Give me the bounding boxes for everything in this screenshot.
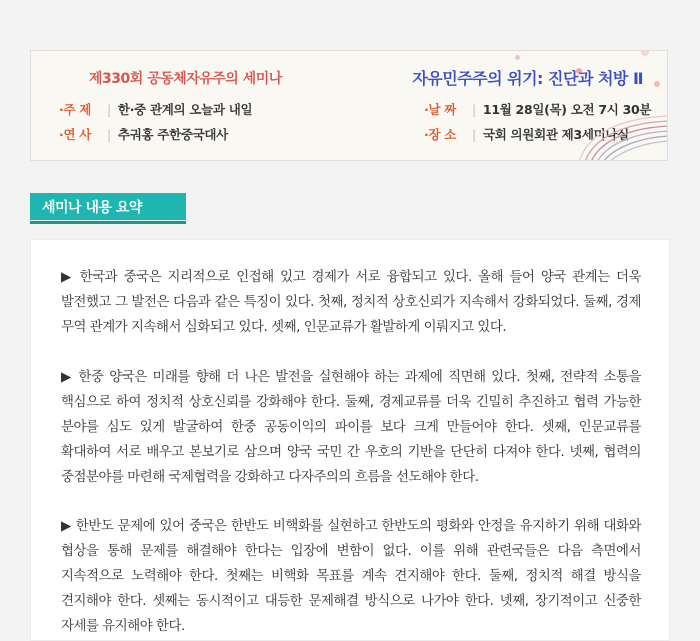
summary-paragraph-1: ▶ 한국과 중국은 지리적으로 인접해 있고 경제가 서로 융합되고 있다. 올해 들어 양국 관계는 더욱 발전했고 그 발전은 다음과 같은 특징이 있다. 첫째, 정치적 상호신뢰가 지속해서 강화되었다. 둘째, 경제 무역 관계가 지속해서 심화되고 있다. 셋째, 인문교류가 활발하게 이뤄지고 있다.: [61, 270, 641, 335]
subject-label: ·주 제: [59, 102, 92, 117]
decorative-dot: [515, 55, 520, 60]
decorative-dot: [654, 81, 660, 87]
seminar-info-box: [30, 50, 668, 161]
date-value: 11월 28일(목) 오전 7시 30분: [482, 102, 652, 117]
speaker-row: [59, 125, 228, 143]
date-label: ·날 짜: [424, 102, 457, 117]
summary-section-tab: 세미나 내용 요약: [30, 193, 186, 220]
subject-row: [59, 100, 252, 118]
summary-paragraph-2: ▶ 한중 양국은 미래를 향해 더 나은 발전을 실현해야 하는 과제에 직면해 있다. 첫째, 전략적 소통을 핵심으로 하여 정치적 상호신뢰를 강화해야 한다. 둘째, 경제교류를 더욱 긴밀히 추진하고 협력 가능한 분야를 심도 있게 발굴하여 한중 공동이익의 파이를 보다 크게 만들어야 한다. 셋째, 인문교류를 확대하여 서로 배우고 본보기로 삼으며 양국 국민 간 우호의 기반을 단단히 다져야 한다. 넷째, 협력의 중점분야를 마련해 국제협력을 강화하고 다자주의의 흐름을 선도해야 한다.: [61, 370, 641, 485]
separator: |: [472, 127, 476, 142]
seminar-main-title: 자유민주주의 위기: 진단과 처방 Ⅱ: [412, 69, 643, 88]
speaker-label: ·연 사: [59, 127, 92, 142]
separator: |: [107, 102, 111, 117]
summary-paragraph-3: ▶ 한반도 문제에 있어 중국은 한반도 비핵화를 실현하고 한반도의 평화와 안정을 유지하기 위해 대화와 협상을 통해 문제를 해결해야 한다는 입장에 변함이 없다. 이를 위해 관련국들은 다음 측면에서 지속적으로 노력해야 한다. 첫째는 비핵화 목표를 계속 견지해야 한다. 둘째, 정치적 해결 방식을 견지해야 한다. 셋째는 동시적이고 대등한 문제해결 방식으로 나가야 한다. 넷째, 장기적이고 신중한 자세를 유지해야 한다.: [61, 519, 641, 634]
decorative-curves: [577, 110, 668, 161]
decorative-dot: [641, 50, 649, 56]
separator: |: [107, 127, 111, 142]
summary-content-box: [30, 239, 670, 641]
subject-value: 한·중 관계의 오늘과 내일: [117, 102, 253, 117]
seminar-number-title: 제330회 공동체자유주의 세미나: [89, 71, 282, 87]
speaker-value: 추궈홍 주한중국대사: [117, 127, 228, 142]
place-label: ·장 소: [424, 127, 457, 142]
place-value: 국회 의원회관 제3세미나실: [482, 127, 629, 142]
separator: |: [472, 102, 476, 117]
